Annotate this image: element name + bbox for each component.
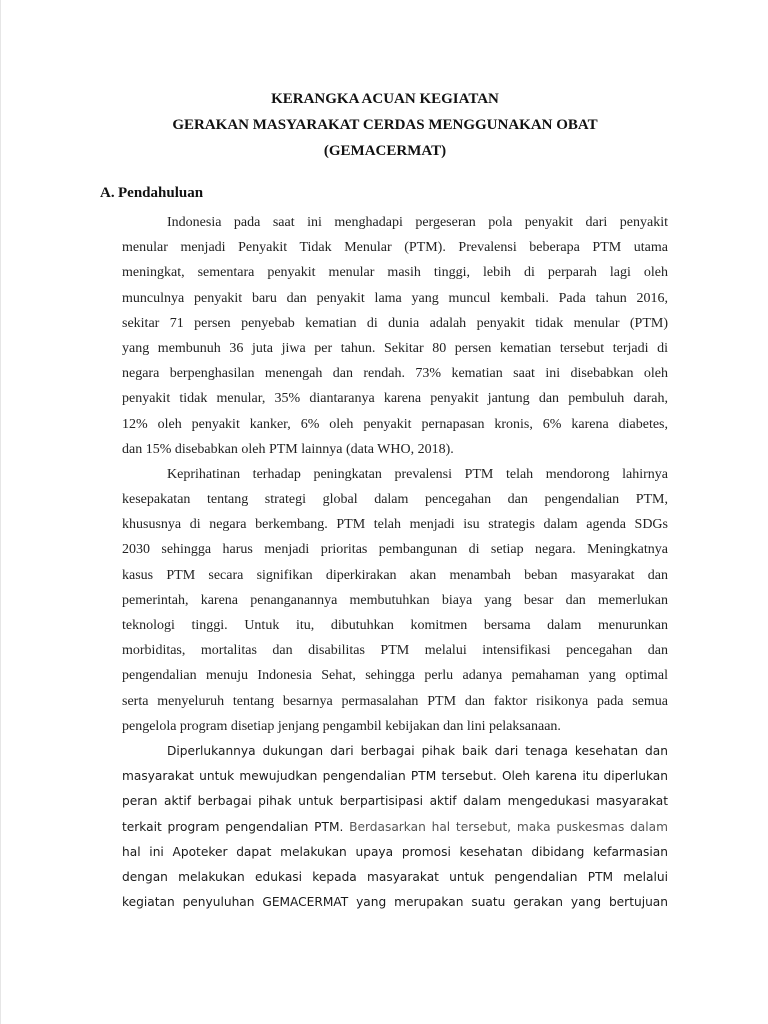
section-title: Pendahuluan [118, 185, 204, 201]
paragraph [122, 210, 668, 462]
text-line: pengendalian menuju Indonesia Sehat, sehingga perlu adanya pemahaman yang optimal [122, 668, 668, 684]
text-line: peran aktif berbagai pihak untuk berpartisipasi aktif dalam mengedukasi masyarakat [122, 794, 668, 809]
text-line: khususnya di negara berkembang. PTM telah menjadi isu strategis dalam agenda SDGs [122, 517, 668, 533]
paragraph [122, 462, 668, 739]
text-line: dengan melakukan edukasi kepada masyarakat untuk pengendalian PTM melalui [122, 869, 668, 884]
body-text [122, 210, 668, 915]
text-line: sekitar 71 persen penyebab kematian di dunia adalah penyakit tidak menular (PTM) [122, 315, 668, 331]
text-line: serta menyeluruh tentang besarnya permasalahan PTM dan faktor risikonya pada semua [122, 693, 668, 709]
text-line: 2030 sehingga harus menjadi prioritas pembangunan di setiap negara. Meningkatnya [122, 542, 668, 558]
text-line: munculnya penyakit baru dan penyakit lama yang muncul kembali. Pada tahun 2016, [122, 290, 668, 306]
title-line: KERANGKA ACUAN KEGIATAN [271, 91, 499, 107]
text-line: kasus PTM secara signifikan diperkirakan akan menambah beban masyarakat dan [122, 567, 668, 583]
title-line: GERAKAN MASYARAKAT CERDAS MENGGUNAKAN OBAT [172, 117, 598, 133]
text-line: masyarakat untuk mewujudkan pengendalian PTM tersebut. Oleh karena itu diperlukan [122, 769, 668, 784]
section-heading [100, 185, 203, 202]
text-line: kesepakatan tentang strategi global dalam pencegahan dan pengendalian PTM, [122, 492, 668, 508]
section-number: A. [100, 185, 115, 201]
text-line: meningkat, sementara penyakit menular masih tinggi, lebih di perparah lagi oleh [122, 265, 668, 281]
paragraph [122, 739, 668, 915]
text-line: pemerintah, karena penanganannya membutuhkan biaya yang besar dan memerlukan [122, 592, 668, 608]
text-line: pengelola program disetiap jenjang pengambil kebijakan dan lini pelaksanaan. [122, 718, 561, 734]
text-line: menular menjadi Penyakit Tidak Menular (PTM). Prevalensi beberapa PTM utama [122, 240, 668, 256]
text-line: penyakit tidak menular, 35% diantaranya karena penyakit jantung dan pembuluh darah, [122, 391, 668, 407]
text-line: kegiatan penyuluhan GEMACERMAT yang merupakan suatu gerakan yang bertujuan [122, 895, 668, 910]
text-line: morbiditas, mortalitas dan disabilitas PTM melalui intensifikasi pencegahan dan [122, 643, 668, 659]
text-line: Keprihatinan terhadap peningkatan prevalensi PTM telah mendorong lahirnya [167, 466, 668, 482]
text-line: teknologi tinggi. Untuk itu, dibutuhkan komitmen bersama dalam menurunkan [122, 618, 668, 633]
text-line: hal ini Apoteker dapat melakukan upaya promosi kesehatan dibidang kefarmasian [122, 844, 668, 859]
document-title [101, 86, 669, 164]
text-line: negara berpenghasilan menengah dan rendah. 73% kematian saat ini disebabkan oleh [122, 366, 668, 382]
text-line: Diperlukannya dukungan dari berbagai pihak baik dari tenaga kesehatan dan [167, 743, 668, 758]
text-line: Indonesia pada saat ini menghadapi pergeseran pola penyakit dari penyakit [167, 215, 668, 230]
text-line: dan 15% disebabkan oleh PTM lainnya (data WHO, 2018). [122, 441, 454, 457]
text-line: yang membunuh 36 juta jiwa per tahun. Sekitar 80 persen kematian tersebut terjadi di [122, 340, 668, 356]
text-line [122, 815, 668, 840]
text-fragment: Berdasarkan hal tersebut, maka puskesmas dalam [349, 819, 668, 834]
title-line: (GEMACERMAT) [323, 143, 447, 159]
text-fragment: terkait program pengendalian PTM. [122, 819, 344, 834]
text-line: 12% oleh penyakit kanker, 6% oleh penyakit pernapasan kronis, 6% karena diabetes, [122, 416, 668, 432]
